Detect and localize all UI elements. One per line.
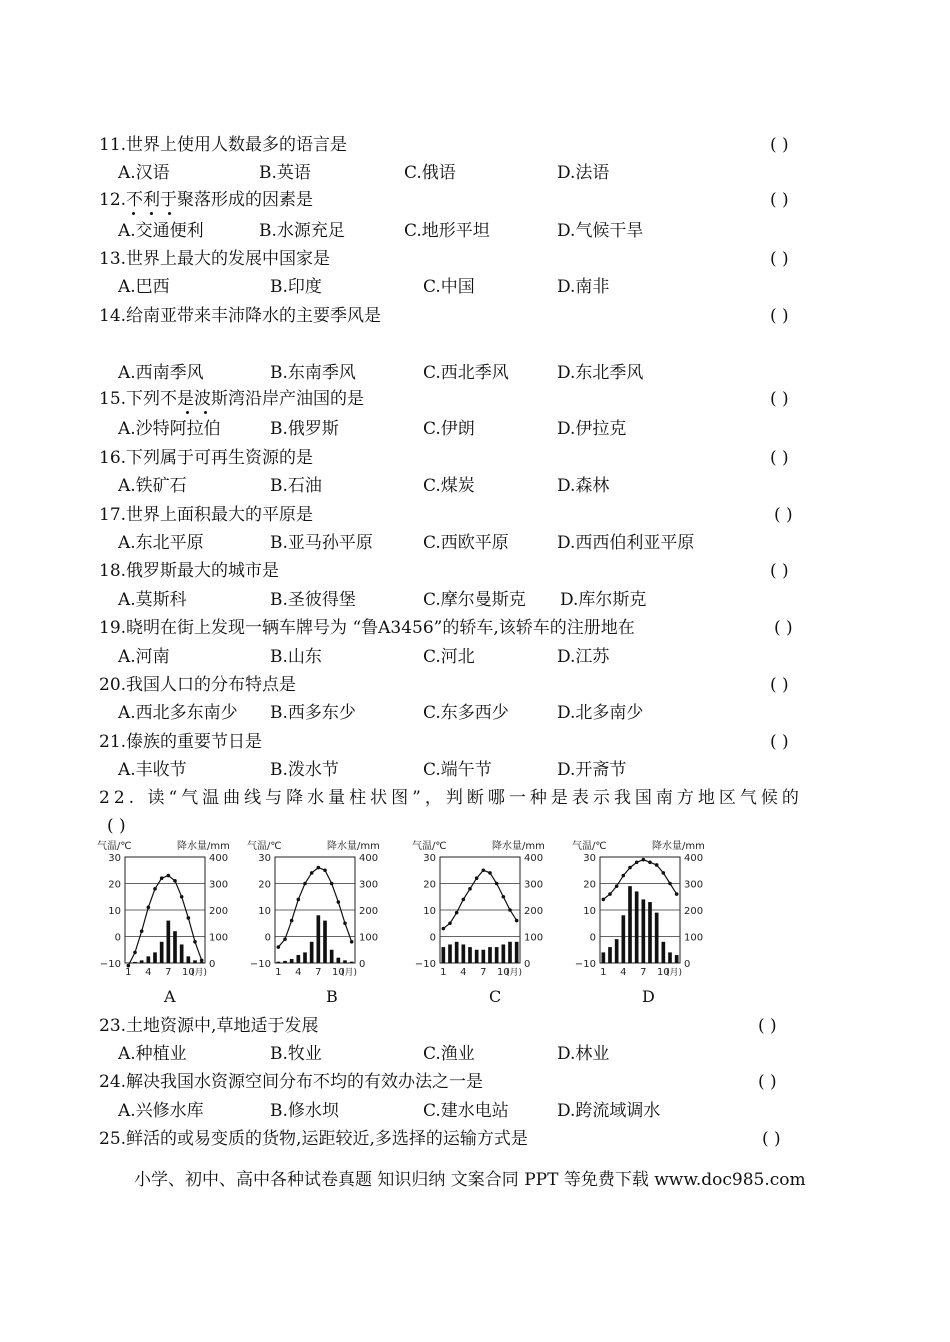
answer-parentheses[interactable]: ( ) xyxy=(770,135,789,155)
option-b: B.泼水节 xyxy=(270,760,339,780)
month-tick-label: 7 xyxy=(315,967,322,978)
temperature-point xyxy=(482,868,486,872)
precipitation-tick-label: 100 xyxy=(524,932,544,944)
temperature-point xyxy=(495,882,499,886)
emphasis-dot xyxy=(150,212,153,215)
option-c: C.中国 xyxy=(423,277,475,297)
precipitation-tick-label: 200 xyxy=(359,906,379,917)
temperature-tick-label: 30 xyxy=(423,853,436,864)
temperature-tick-label: 30 xyxy=(108,853,121,864)
answer-parentheses[interactable]: ( ) xyxy=(770,249,789,269)
temperature-point xyxy=(448,921,452,925)
precipitation-bar xyxy=(343,960,347,963)
precipitation-tick-label: 400 xyxy=(524,853,544,864)
precipitation-bar xyxy=(442,947,446,963)
temperature-point xyxy=(642,858,646,862)
question-stem: 17.世界上面积最大的平原是 xyxy=(99,505,314,525)
precipitation-bar xyxy=(187,956,191,963)
temperature-tick-label: 20 xyxy=(258,879,271,891)
precipitation-bar xyxy=(140,960,144,963)
emphasis-dot xyxy=(204,411,207,414)
temperature-point xyxy=(615,884,619,888)
month-tick-label: 4 xyxy=(295,967,302,978)
temperature-point xyxy=(187,916,191,920)
month-tick-label: 10 xyxy=(181,967,195,978)
temperature-axis-title: 气温/℃ xyxy=(412,841,447,852)
temperature-point xyxy=(608,892,612,896)
climate-chart-a xyxy=(97,839,230,978)
temperature-point xyxy=(508,908,512,912)
precipitation-bar xyxy=(615,939,619,963)
temperature-point xyxy=(297,898,301,902)
option-c: C.端午节 xyxy=(423,760,492,780)
month-tick-label: 7 xyxy=(640,967,647,978)
temperature-point xyxy=(442,927,446,931)
option-b: B.石油 xyxy=(270,476,322,496)
precipitation-axis-title: 降水量/mm xyxy=(327,841,380,852)
precipitation-tick-label: 400 xyxy=(209,853,229,864)
answer-parentheses[interactable]: ( ) xyxy=(774,505,793,525)
precipitation-bar xyxy=(468,947,472,963)
option-a: A.兴修水库 xyxy=(118,1101,204,1121)
question-stem: 12.不利于聚落形成的因素是 xyxy=(99,190,314,210)
option-a: A.种植业 xyxy=(118,1044,187,1064)
precipitation-bar xyxy=(502,944,506,963)
option-c: C.西北季风 xyxy=(423,363,509,383)
temperature-point xyxy=(323,868,327,872)
answer-parentheses[interactable]: ( ) xyxy=(758,1016,777,1036)
month-tick-label: 1 xyxy=(275,967,282,978)
temperature-point xyxy=(133,951,137,955)
precipitation-bar xyxy=(602,952,606,963)
precipitation-tick-label: 0 xyxy=(684,959,691,970)
month-tick-label: 10 xyxy=(656,967,670,978)
option-b: B.西多东少 xyxy=(270,703,356,723)
option-a: A.巴西 xyxy=(118,277,170,297)
option-b: B.亚马孙平原 xyxy=(270,533,373,553)
temperature-point xyxy=(675,892,679,896)
temperature-point xyxy=(147,906,151,910)
emphasis-dot xyxy=(168,212,171,215)
precipitation-tick-label: 300 xyxy=(359,879,379,891)
temperature-axis-title: 气温/℃ xyxy=(247,841,282,852)
option-c: C.俄语 xyxy=(404,163,456,183)
temperature-tick-label: 10 xyxy=(258,906,271,917)
month-unit-label: (月) xyxy=(505,968,523,978)
climate-charts xyxy=(95,835,735,985)
temperature-tick-label: −10 xyxy=(99,959,121,970)
temperature-tick-label: −10 xyxy=(414,959,436,970)
answer-parentheses[interactable]: ( ) xyxy=(107,816,126,836)
question-stem: 18.俄罗斯最大的城市是 xyxy=(99,561,280,581)
precipitation-bar xyxy=(283,961,287,963)
precipitation-bar xyxy=(482,950,486,963)
temperature-point xyxy=(350,940,354,944)
temperature-point xyxy=(303,882,307,886)
temperature-point xyxy=(127,964,131,968)
precipitation-bar xyxy=(303,952,307,963)
precipitation-axis-title: 降水量/mm xyxy=(492,841,545,852)
option-a: A.汉语 xyxy=(118,163,170,183)
month-tick-label: 7 xyxy=(480,967,487,978)
precipitation-tick-label: 300 xyxy=(209,879,229,891)
climate-chart-b xyxy=(247,839,380,978)
temperature-tick-label: −10 xyxy=(574,959,596,970)
month-tick-label: 4 xyxy=(460,967,467,978)
temperature-point xyxy=(153,887,157,891)
precipitation-bar xyxy=(495,947,499,963)
month-tick-label: 1 xyxy=(440,967,447,978)
temperature-line xyxy=(278,868,351,948)
precipitation-bar xyxy=(133,962,137,963)
temperature-point xyxy=(515,919,519,923)
chart-label-a: A xyxy=(164,987,176,1006)
temperature-line xyxy=(443,870,516,928)
temperature-point xyxy=(173,879,177,883)
precipitation-tick-label: 0 xyxy=(524,959,531,970)
precipitation-bar xyxy=(330,950,334,963)
month-tick-label: 1 xyxy=(125,967,132,978)
precipitation-bar xyxy=(310,942,314,963)
temperature-point xyxy=(622,874,626,878)
temperature-point xyxy=(167,874,171,878)
temperature-point xyxy=(290,919,294,923)
temperature-point xyxy=(662,871,666,875)
temperature-point xyxy=(628,866,632,870)
option-c: C.建水电站 xyxy=(423,1101,509,1121)
precipitation-bar xyxy=(350,962,354,963)
precipitation-bar xyxy=(290,959,294,963)
temperature-line xyxy=(128,876,201,966)
option-d: D.开斋节 xyxy=(557,760,627,780)
option-a: A.莫斯科 xyxy=(118,590,187,610)
emphasis-dot xyxy=(186,411,189,414)
question-stem: 21.傣族的重要节日是 xyxy=(99,732,263,752)
precipitation-tick-label: 100 xyxy=(684,932,704,944)
precipitation-bar xyxy=(193,960,197,963)
month-unit-label: (月) xyxy=(340,968,358,978)
precipitation-tick-label: 0 xyxy=(359,959,366,970)
temperature-tick-label: −10 xyxy=(249,959,271,970)
temperature-tick-label: 20 xyxy=(423,879,436,891)
precipitation-bar xyxy=(462,944,466,963)
precipitation-axis-title: 降水量/mm xyxy=(652,841,705,852)
option-d: D.伊拉克 xyxy=(557,419,627,439)
precipitation-bar xyxy=(675,955,679,963)
temperature-tick-label: 0 xyxy=(264,932,271,944)
month-unit-label: (月) xyxy=(190,968,208,978)
precipitation-tick-label: 100 xyxy=(209,932,229,944)
answer-parentheses[interactable]: ( ) xyxy=(770,306,789,326)
temperature-point xyxy=(475,876,479,880)
month-unit-label: (月) xyxy=(665,968,683,978)
option-b: B.牧业 xyxy=(270,1044,322,1064)
temperature-tick-label: 0 xyxy=(114,932,121,944)
precipitation-bar xyxy=(297,955,301,963)
option-a: A.河南 xyxy=(118,647,170,667)
option-a: A.沙特阿拉伯 xyxy=(118,419,221,439)
precipitation-bar xyxy=(180,944,184,963)
option-c: C.东多西少 xyxy=(423,703,509,723)
question-stem: 24.解决我国水资源空间分布不均的有效办法之一是 xyxy=(99,1072,484,1092)
option-d: D.北多南少 xyxy=(557,703,644,723)
precipitation-bar xyxy=(508,942,512,963)
page-footer: 小学、初中、高中各种试卷真题 知识归纳 文案合同 PPT 等免费下载 www.doc985.com xyxy=(134,1170,806,1190)
question-stem: 11.世界上使用人数最多的语言是 xyxy=(99,135,348,155)
precipitation-tick-label: 400 xyxy=(359,853,379,864)
temperature-point xyxy=(468,887,472,891)
temperature-axis-title: 气温/℃ xyxy=(572,841,607,852)
option-d: D.法语 xyxy=(557,163,610,183)
question-stem: 15.下列不是波斯湾沿岸产油国的是 xyxy=(99,389,365,409)
temperature-point xyxy=(343,921,347,925)
question-stem: 20.我国人口的分布特点是 xyxy=(99,675,297,695)
answer-parentheses[interactable]: ( ) xyxy=(770,190,789,210)
precipitation-bar xyxy=(153,952,157,963)
chart-label-c: C xyxy=(489,987,502,1006)
month-tick-label: 4 xyxy=(620,967,627,978)
option-b: B.俄罗斯 xyxy=(270,419,339,439)
option-c: C.西欧平原 xyxy=(423,533,509,553)
precipitation-tick-label: 200 xyxy=(209,906,229,917)
precipitation-bar xyxy=(648,902,652,963)
temperature-point xyxy=(337,900,341,904)
option-a: A.西北多东南少 xyxy=(118,703,238,723)
precipitation-bar xyxy=(448,944,452,963)
month-tick-label: 7 xyxy=(165,967,172,978)
temperature-axis-title: 气温/℃ xyxy=(97,841,132,852)
option-a: A.交通便利 xyxy=(118,221,204,241)
temperature-tick-label: 10 xyxy=(583,906,596,917)
answer-parentheses[interactable]: ( ) xyxy=(774,618,793,638)
option-a: A.东北平原 xyxy=(118,533,204,553)
precipitation-axis-title: 降水量/mm xyxy=(177,841,230,852)
temperature-point xyxy=(668,882,672,886)
temperature-point xyxy=(310,871,314,875)
month-tick-label: 4 xyxy=(145,967,152,978)
option-d: D.跨流域调水 xyxy=(557,1101,661,1121)
chart-label-d: D xyxy=(642,987,655,1006)
option-d: D.东北季风 xyxy=(557,363,644,383)
answer-parentheses[interactable]: ( ) xyxy=(770,561,789,581)
question-stem: 16.下列属于可再生资源的是 xyxy=(99,448,314,468)
temperature-tick-label: 20 xyxy=(583,879,596,891)
answer-parentheses[interactable]: ( ) xyxy=(758,1072,777,1092)
month-tick-label: 1 xyxy=(600,967,607,978)
precipitation-bar xyxy=(628,886,632,963)
temperature-point xyxy=(602,898,606,902)
option-c: C.地形平坦 xyxy=(404,221,490,241)
answer-parentheses[interactable]: ( ) xyxy=(770,732,789,752)
temperature-point xyxy=(330,882,334,886)
precipitation-bar xyxy=(608,947,612,963)
precipitation-bar xyxy=(668,952,672,963)
option-c: C.伊朗 xyxy=(423,419,475,439)
precipitation-bar xyxy=(655,913,659,963)
option-c: C.摩尔曼斯克 xyxy=(423,590,526,610)
option-d: D.森林 xyxy=(557,476,610,496)
option-b: B.山东 xyxy=(270,647,322,667)
option-b: B.水源充足 xyxy=(259,221,345,241)
temperature-tick-label: 10 xyxy=(423,906,436,917)
option-b: B.英语 xyxy=(259,163,311,183)
emphasis-dot xyxy=(132,212,135,215)
chart-label-b: B xyxy=(326,987,338,1006)
precipitation-tick-label: 400 xyxy=(684,853,704,864)
temperature-point xyxy=(193,940,197,944)
precipitation-bar xyxy=(642,899,646,963)
precipitation-tick-label: 300 xyxy=(524,879,544,891)
option-d: D.气候干旱 xyxy=(557,221,644,241)
climate-chart-c xyxy=(412,839,545,978)
precipitation-bar xyxy=(173,931,177,963)
question-stem: 13.世界上最大的发展中国家是 xyxy=(99,249,331,269)
climate-chart-d xyxy=(572,839,705,978)
temperature-tick-label: 20 xyxy=(108,879,121,891)
option-d: D.南非 xyxy=(557,277,610,297)
option-d: D.林业 xyxy=(557,1044,610,1064)
answer-parentheses[interactable]: ( ) xyxy=(770,448,789,468)
question-stem: 25.鲜活的或易变质的货物,运距较近,多选择的运输方式是 xyxy=(99,1129,528,1149)
temperature-tick-label: 0 xyxy=(589,932,596,944)
option-c: C.河北 xyxy=(423,647,475,667)
temperature-point xyxy=(462,898,466,902)
question-stem: 22. 读“气温曲线与降水量柱状图”，判断哪一种是表示我国南方地区气候的 xyxy=(99,788,803,808)
question-stem: 19.晓明在街上发现一辆车牌号为 “鲁A3456”的轿车,该轿车的注册地在 xyxy=(99,618,635,638)
temperature-tick-label: 10 xyxy=(108,906,121,917)
temperature-line xyxy=(603,860,676,900)
temperature-point xyxy=(648,861,652,865)
answer-parentheses[interactable]: ( ) xyxy=(770,675,789,695)
temperature-point xyxy=(655,863,659,867)
option-b: B.修水坝 xyxy=(270,1101,339,1121)
precipitation-tick-label: 200 xyxy=(684,906,704,917)
precipitation-tick-label: 0 xyxy=(209,959,216,970)
precipitation-bar xyxy=(277,962,281,963)
option-b: B.圣彼得堡 xyxy=(270,590,356,610)
option-b: B.印度 xyxy=(270,277,322,297)
temperature-point xyxy=(317,866,321,870)
temperature-tick-label: 30 xyxy=(258,853,271,864)
temperature-point xyxy=(277,945,281,949)
option-a: A.丰收节 xyxy=(118,760,187,780)
temperature-point xyxy=(283,937,287,941)
precipitation-tick-label: 300 xyxy=(684,879,704,891)
precipitation-bar xyxy=(488,947,492,963)
option-a: A.铁矿石 xyxy=(118,476,187,496)
precipitation-bar xyxy=(160,942,164,963)
option-c: C.煤炭 xyxy=(423,476,475,496)
precipitation-bar xyxy=(635,891,639,963)
answer-parentheses[interactable]: ( ) xyxy=(762,1129,781,1149)
option-c: C.渔业 xyxy=(423,1044,475,1064)
temperature-tick-label: 30 xyxy=(583,853,596,864)
question-stem: 23.土地资源中,草地适于发展 xyxy=(99,1016,319,1036)
temperature-point xyxy=(488,871,492,875)
precipitation-bar xyxy=(455,942,459,963)
month-tick-label: 10 xyxy=(331,967,345,978)
option-b: B.东南季风 xyxy=(270,363,356,383)
temperature-point xyxy=(180,895,184,899)
temperature-point xyxy=(160,876,164,880)
answer-parentheses[interactable]: ( ) xyxy=(770,389,789,409)
precipitation-bar xyxy=(323,921,327,963)
option-d: D.库尔斯克 xyxy=(560,590,647,610)
precipitation-bar xyxy=(622,915,626,963)
option-a: A.西南季风 xyxy=(118,363,204,383)
month-tick-label: 10 xyxy=(496,967,510,978)
precipitation-bar xyxy=(662,942,666,963)
precipitation-bar xyxy=(337,958,341,963)
temperature-point xyxy=(140,929,144,933)
precipitation-bar xyxy=(515,942,519,963)
precipitation-bar xyxy=(475,950,479,963)
temperature-point xyxy=(200,959,204,963)
precipitation-bar xyxy=(317,915,321,963)
precipitation-tick-label: 200 xyxy=(524,906,544,917)
precipitation-bar xyxy=(167,921,171,963)
temperature-point xyxy=(635,861,639,865)
question-stem: 14.给南亚带来丰沛降水的主要季风是 xyxy=(99,306,382,326)
temperature-tick-label: 0 xyxy=(429,932,436,944)
temperature-point xyxy=(455,911,459,915)
precipitation-bar xyxy=(147,956,151,963)
precipitation-tick-label: 100 xyxy=(359,932,379,944)
temperature-point xyxy=(502,895,506,899)
option-d: D.西西伯利亚平原 xyxy=(557,533,695,553)
option-d: D.江苏 xyxy=(557,647,610,667)
